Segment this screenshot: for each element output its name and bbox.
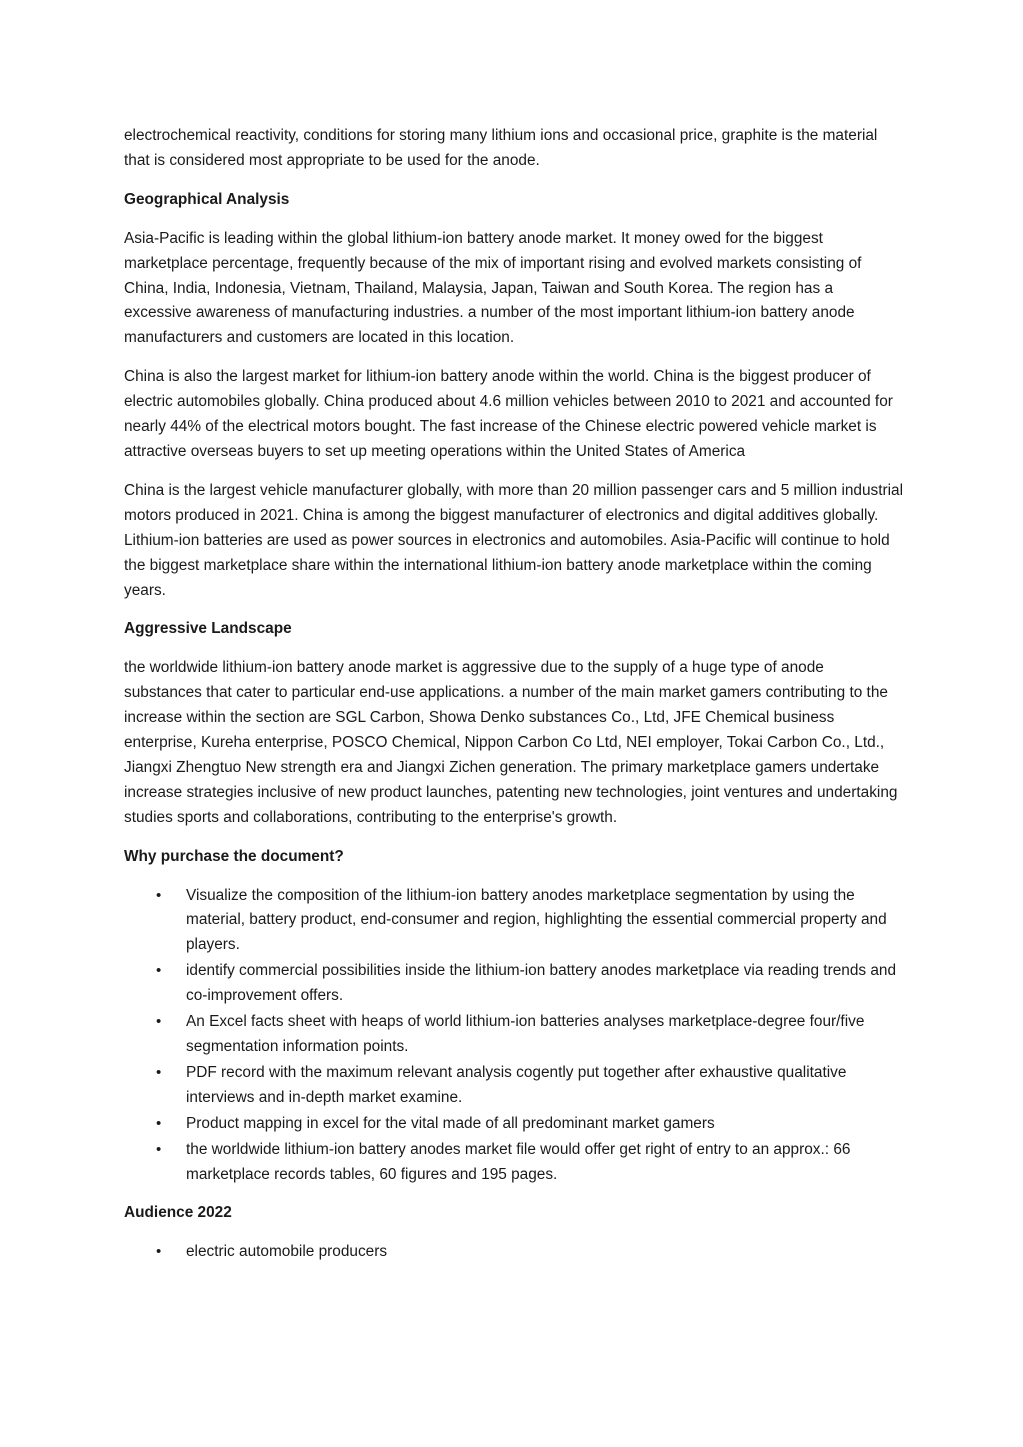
list-item: [124, 1240, 904, 1265]
intro-paragraph: electrochemical reactivity, conditions for storing many lithium ions and occasional price, graphite is the material that is considered most appropriate to be used for the anode.: [124, 127, 878, 169]
geo-paragraph-1: Asia-Pacific is leading within the global lithium-ion battery anode market. It money owed for the biggest marketplace percentage, frequently because of the mix of important rising and evolved markets consisting of China, India, Indonesia, Vietnam, Thailand, Malaysia, Japan, Taiwan and South Korea. The region has a excessive awareness of manufacturing industries. a number of the most important lithium-ion battery anode manufacturers and customers are located in this location.: [124, 229, 862, 347]
list-item-text: PDF record with the maximum relevant analysis cogently put together after exhaustive qualitative interviews and in-depth market examine.: [186, 1063, 847, 1106]
bullet-icon: •: [156, 1013, 162, 1031]
list-item-text: An Excel facts sheet with heaps of world lithium-ion batteries analyses marketplace-degree four/five segmentation information points.: [186, 1013, 865, 1055]
bullet-icon: •: [156, 962, 162, 980]
list-item-text: the worldwide lithium-ion battery anodes market file would offer get right of entry to an approx.: 66 marketplace records tables, 60 figures and 195 pages.: [186, 1140, 851, 1183]
list-item: [124, 1138, 904, 1188]
list-item: [124, 884, 904, 959]
document-page: [124, 124, 904, 1279]
list-item: [124, 1010, 904, 1060]
geo-paragraph-2: China is also the largest market for lithium-ion battery anode within the world. China is the biggest producer of electric automobiles globally. China produced about 4.6 million vehicles between 2010 to 2021 and accounted for nearly 44% of the electrical motors bought. The fast increase of the Chinese electric powered vehicle market is attractive overseas buyers to set up meeting operations within the United States of America: [124, 368, 893, 460]
bullet-icon: •: [156, 886, 162, 904]
list-item: [124, 1112, 904, 1137]
geographical-analysis-heading: Geographical Analysis: [124, 190, 290, 208]
list-item-text: Product mapping in excel for the vital made of all predominant market gamers: [186, 1114, 715, 1132]
geo-paragraph-3: China is the largest vehicle manufacturer globally, with more than 20 million passenger cars and 5 million industrial motors produced in 2021. China is among the biggest manufacturer of electronics and digital additives globally. Lithium-ion batteries are used as power sources in electronics and automobiles. Asia-Pacific will continue to hold the biggest marketplace share within the international lithium-ion battery anode marketplace within the coming years.: [124, 481, 904, 599]
list-item: [124, 959, 904, 1009]
list-item-text: identify commercial possibilities inside the lithium-ion battery anodes marketplace via reading trends and co-improvement offers.: [186, 962, 897, 1005]
list-item: [124, 1061, 904, 1111]
audience-list: [124, 1240, 904, 1265]
bullet-icon: •: [156, 1114, 162, 1132]
landscape-paragraph: the worldwide lithium-ion battery anode market is aggressive due to the supply of a huge type of anode substances that cater to particular end-use applications. a number of the main market gamers contributing to the increase within the section are SGL Carbon, Showa Denko substances Co., Ltd, JFE Chemical business enterprise, Kureha enterprise, POSCO Chemical, Nippon Carbon Co Ltd, NEI employer, Tokai Carbon Co., Ltd., Jiangxi Zhengtuo New strength era and Jiangxi Zichen generation. The primary marketplace gamers undertake increase strategies inclusive of new product launches, patenting new technologies, joint ventures and undertaking studies sports and collaborations, contributing to the enterprise's growth.: [124, 659, 898, 826]
why-purchase-list: [124, 884, 904, 1188]
bullet-icon: •: [156, 1243, 162, 1261]
bullet-icon: •: [156, 1140, 162, 1158]
audience-heading: Audience 2022: [124, 1204, 232, 1222]
bullet-icon: •: [156, 1063, 162, 1081]
list-item-text: electric automobile producers: [186, 1243, 388, 1261]
why-purchase-heading: Why purchase the document?: [124, 847, 344, 865]
aggressive-landscape-heading: Aggressive Landscape: [124, 620, 292, 638]
list-item-text: Visualize the composition of the lithium-ion battery anodes marketplace segmentation by using the material, battery product, end-consumer and region, highlighting the essential commercial property and players.: [186, 886, 887, 954]
